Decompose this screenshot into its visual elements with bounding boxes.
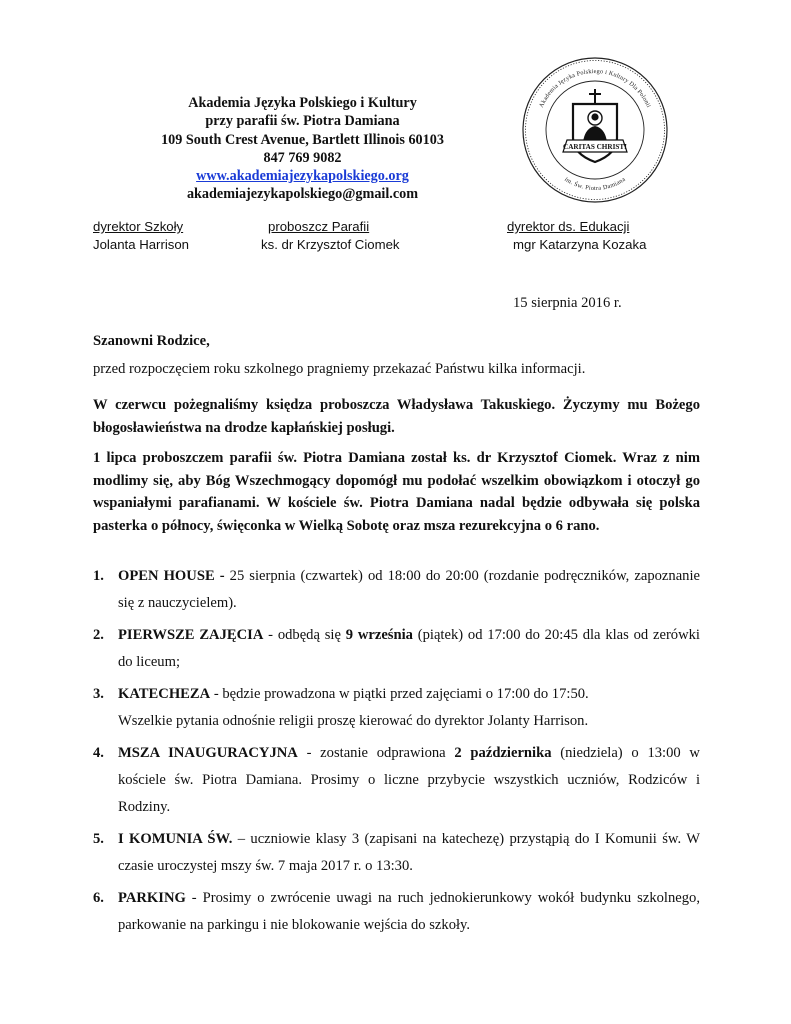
item-note: Wszelkie pytania odnośnie religii proszę kierować do dyrektor Jolanty Harrison. xyxy=(118,713,589,729)
staff-role: dyrektor ds. Edukacji xyxy=(507,219,630,234)
school-address: 109 South Crest Avenue, Bartlett Illinois 60103 xyxy=(161,131,444,148)
seal-banner-text: CARITAS CHRISTI xyxy=(563,143,627,151)
item-title: KATECHEZA xyxy=(118,686,211,702)
parish-name: przy parafii św. Piotra Damiana xyxy=(205,113,400,130)
staff-parish-priest xyxy=(261,218,400,254)
farewell-paragraph: W czerwcu pożegnaliśmy księdza proboszcza Władysława Takuskiego. Życzymy mu Bożego błogosławieństwa na drodze kapłańskiej posługi. xyxy=(93,397,700,436)
letter-date: 15 sierpnia 2016 r. xyxy=(513,295,622,311)
school-phone: 847 769 9082 xyxy=(263,149,342,166)
item-title: PARKING xyxy=(118,890,186,906)
list-item: 5. I KOMUNIA ŚW. – uczniowie klasy 3 (zapisani na katechezę) przystąpią do I Komunii św. W czasie uroczystej mszy św. 7 maja 2017 r. o 13:30. xyxy=(93,831,700,874)
svg-text:im. Św. Piotra Damiana xyxy=(563,176,627,192)
staff-role: dyrektor Szkoły xyxy=(93,219,184,234)
staff-education-director xyxy=(507,218,646,254)
staff-name: ks. dr Krzysztof Ciomek xyxy=(261,237,400,252)
item-title: OPEN HOUSE - xyxy=(118,568,225,584)
staff-name: Jolanta Harrison xyxy=(93,237,190,252)
greeting: Szanowni Rodzice, xyxy=(93,333,210,349)
list-item: 2. PIERWSZE ZAJĘCIA - odbędą się 9 września (piątek) od 17:00 do 20:45 dla klas od zerówki do liceum; xyxy=(93,627,700,670)
school-name: Akademia Języka Polskiego i Kultury xyxy=(188,95,417,111)
motto-banner xyxy=(563,140,627,152)
saint-figure-icon xyxy=(583,111,607,142)
school-email: akademiajezykapolskiego@gmail.com xyxy=(186,186,419,203)
seal-ring-text-bottom: im. Św. Piotra Damiana xyxy=(563,175,627,193)
intro-paragraph: przed rozpoczęciem roku szkolnego pragniemy przekazać Państwu kilka informacji. xyxy=(93,361,586,377)
item-title: I KOMUNIA ŚW. xyxy=(118,831,233,847)
website-link[interactable]: www.akademiajezykapolskiego.org xyxy=(196,168,409,185)
staff-role: proboszcz Parafii xyxy=(268,219,370,234)
list-item: 1. OPEN HOUSE - 25 sierpnia (czwartek) od 18:00 do 20:00 (rozdanie podręczników, zapoznanie się z nauczycielem). xyxy=(93,568,700,611)
cross-icon xyxy=(589,89,601,104)
list-item: 6. PARKING - Prosimy o zwrócenie uwagi na ruch jednokierunkowy wokół budynku szkolnego, parkowanie na parkingu i nie blokowanie wejścia do szkoły. xyxy=(93,890,700,933)
staff-school-director xyxy=(93,218,189,254)
staff-name: mgr Katarzyna Kozaka xyxy=(513,237,647,252)
school-seal-logo xyxy=(521,56,669,204)
school-header xyxy=(120,94,485,204)
information-list xyxy=(93,563,700,944)
list-item: 4. MSZA INAUGURACYJNA - zostanie odprawiona 2 października (niedziela) o 13:00 w kościele św. Piotra Damiana. Prosimy o liczne przybycie wszystkich uczniów, Rodziców i Rodziny. xyxy=(93,745,700,815)
new-pastor-paragraph: 1 lipca proboszczem parafii św. Piotra Damiana został ks. dr Krzysztof Ciomek. Wraz z nim modlimy się, aby Bóg Wszechmogący dopomógł mu podołać wszelkim obowiązkom i otoczył go wspaniałymi parafianami. W kościele św. Piotra Damiana nadal będzie odbywała się polska pasterka o północy, święconka w Wielką Sobotę oraz msza rezurekcyjna o 6 rano. xyxy=(93,450,700,534)
item-title: MSZA INAUGURACYJNA xyxy=(118,745,298,761)
item-title: PIERWSZE ZAJĘCIA xyxy=(118,627,264,643)
list-item: 3. KATECHEZA - będzie prowadzona w piątki przed zajęciami o 17:00 do 17:50. Wszelkie pytania odnośnie religii proszę kierować do dyrektor Jolanty Harrison. xyxy=(93,681,700,735)
seal-ring-text-top: Akademia Języka Polskiego i Kultury Dla Polonii xyxy=(537,67,653,109)
